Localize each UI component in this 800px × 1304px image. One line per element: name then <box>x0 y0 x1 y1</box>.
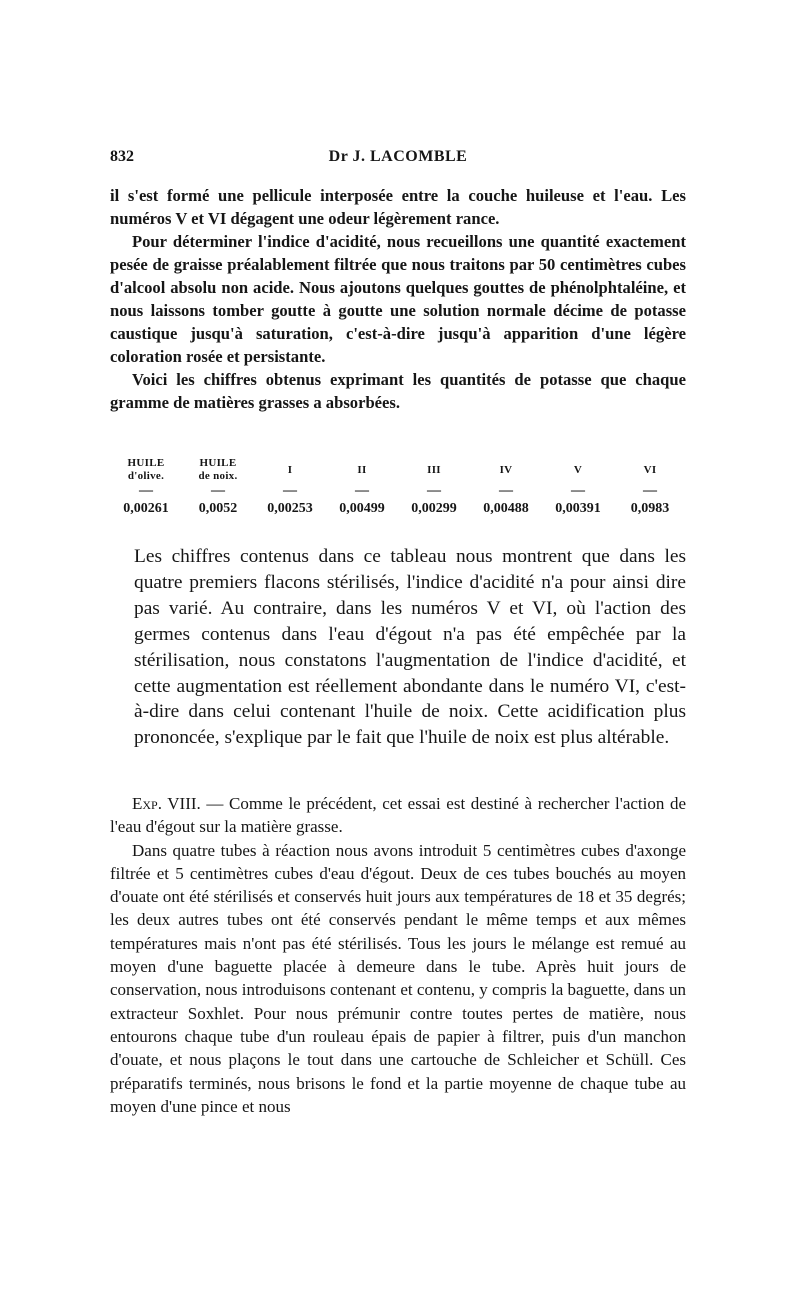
table-cell: 0,00499 <box>339 501 385 516</box>
experiment-section <box>110 792 686 1118</box>
dash-cell: — <box>643 483 657 498</box>
paragraph-commentary: Les chiffres contenus dans ce tableau nous montrent que dans les quatre premiers flacons stérilisés, l'indice d'acidité n'a pour ainsi dire pas varié. Au contraire, dans les numéros V et VI, où l'action des germes contenus dans l'eau d'égout n'a pas été empêchée par la stérilisation, nous constatons l'augmentation de l'indice d'acidité, et cette augmentation est réellement abondante dans le numéro VI, c'est-à-dire dans celui contenant l'huile de noix. Cette acidification plus prononcée, s'explique par le fait que l'huile de noix est plus altérable. <box>134 546 686 749</box>
table-cell: 0,0052 <box>198 501 238 516</box>
page-number: 832 <box>110 148 134 165</box>
table-cell: 0,00253 <box>267 501 313 516</box>
header-line: IV <box>499 463 513 476</box>
header-line: I <box>287 463 293 476</box>
header-line: VI <box>643 463 657 476</box>
header-line: V <box>573 463 583 476</box>
paragraph-method: Pour déterminer l'indice d'acidité, nous recueillons une quantité exactement pesée de graisse préalablement filtrée que nous traitons par 50 centimètres cubes d'alcool absolu non acide. Nous ajoutons quelques gouttes de phénolphtaléine, et nous laissons tomber goutte à goutte une solution normale décime de potasse caustique jusqu'à saturation, c'est-à-dire jusqu'à apparition d'une légère coloration rosée et persistante. <box>110 232 686 366</box>
table-header-cell <box>542 456 614 484</box>
paragraph-continuation: il s'est formé une pellicule interposée entre la couche huileuse et l'eau. Les numéros V et VI dégagent une odeur légèrement rance. <box>110 186 686 228</box>
running-head: Dr J. LACOMBLE <box>328 148 468 165</box>
table-cell: 0,00391 <box>555 501 601 516</box>
acidity-table <box>110 456 686 518</box>
header-line: III <box>427 463 441 476</box>
commentary-section <box>134 544 686 751</box>
dash-cell: — <box>571 483 585 498</box>
paragraph-experiment-method: Dans quatre tubes à réaction nous avons introduit 5 centimètres cubes d'axonge filtrée et 5 centimètres cubes d'eau d'égout. Deux de ces tubes bouchés au moyen d'ouate ont été stérilisés et conservés huit jours aux températures de 18 et 35 degrés; les deux autres tubes ont été conservés pendant le même temps et aux mêmes températures mais n'ont pas été stérilisés. Tous les jours le mélange est remué au moyen d'une baguette placée à demeure dans le tube. Après huit jours de conservation, nous introduisons contenant et contenu, y compris la baguette, dans un extracteur Soxhlet. Pour nous prémunir contre toutes pertes de matière, nous entourons chaque tube d'un rouleau épais de papier à filtrer, puis d'un manchon d'ouate, et nous plaçons le tout dans une cartouche de Schleicher et Schüll. Ces préparatifs terminés, nous brisons le fond et la partie moyenne de chaque tube au moyen d'une pince et nous <box>110 840 686 1116</box>
table-header-cell <box>614 456 686 484</box>
table-header-cell <box>110 456 182 484</box>
header-line: II <box>357 463 367 476</box>
experiment-intro-text: — Comme le précédent, cet essai est destiné à rechercher l'action de l'eau d'égout sur la matière grasse. <box>110 794 687 837</box>
table-cell: 0,00488 <box>483 501 529 516</box>
table-header-cell <box>398 456 470 484</box>
paragraph-experiment-intro <box>110 792 686 839</box>
table-header-cell <box>254 456 326 484</box>
page-header <box>110 148 686 168</box>
dash-cell: — <box>355 483 369 498</box>
header-line: de noix. <box>198 470 238 482</box>
header-line: d'olive. <box>127 470 165 482</box>
intro-section <box>110 184 686 414</box>
dash-cell: — <box>139 483 153 498</box>
dash-cell: — <box>211 483 225 498</box>
dash-cell: — <box>499 483 513 498</box>
dash-cell: — <box>427 483 441 498</box>
table-cell: 0,0983 <box>630 501 670 516</box>
table-header-cell <box>182 456 254 484</box>
table-header-cell <box>326 456 398 484</box>
paragraph-table-intro: Voici les chiffres obtenus exprimant les quantités de potasse que chaque gramme de matières grasses a absorbées. <box>110 370 686 412</box>
header-line: HUILE <box>199 457 237 469</box>
header-line: HUILE <box>127 457 165 469</box>
table-row <box>110 500 686 518</box>
table-header-cell <box>470 456 542 484</box>
dash-cell: — <box>283 483 297 498</box>
table-cell: 0,00261 <box>123 501 169 516</box>
table-header-row <box>110 456 686 484</box>
table-dash-row <box>110 484 686 500</box>
table-cell: 0,00299 <box>411 501 457 516</box>
experiment-label: Exp. VIII. <box>132 794 201 813</box>
